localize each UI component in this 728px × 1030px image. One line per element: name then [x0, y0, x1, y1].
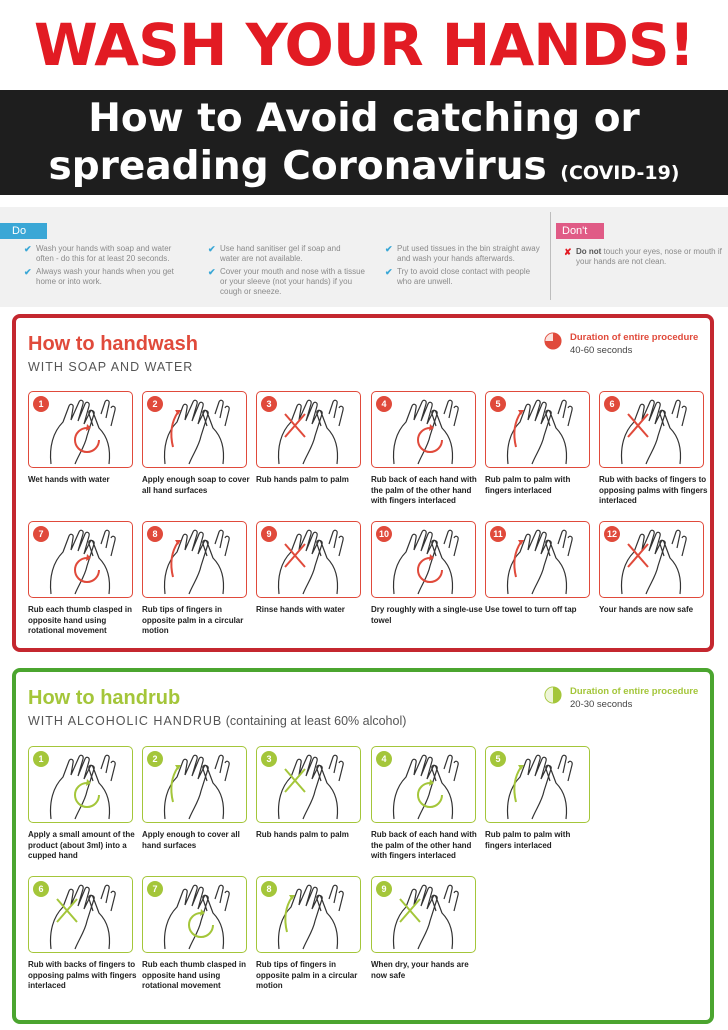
step-caption: Rub each thumb clasped in opposite hand using rotational movement — [142, 960, 247, 990]
handwash-step-1 — [28, 391, 133, 486]
handrub-step-5 — [485, 746, 590, 851]
dont-item — [564, 247, 726, 267]
do-item-text: Put used tissues in the bin straight away and wash your hands afterwards. — [397, 244, 540, 263]
step-number: 11 — [490, 526, 506, 542]
handwash-title: How to handwash — [28, 333, 198, 355]
step-number: 3 — [261, 396, 277, 412]
handwash-subtitle: WITH SOAP AND WATER — [28, 360, 194, 374]
step-illustration — [371, 391, 476, 468]
handrub-subtitle-note: (containing at least 60% alcohol) — [222, 714, 407, 728]
step-number: 5 — [490, 751, 506, 767]
step-illustration — [256, 391, 361, 468]
do-item-text: Wash your hands with soap and water often - do this for at least 20 seconds. — [36, 244, 172, 263]
subtitle-banner — [0, 90, 728, 195]
cross-icon: ✘ — [564, 247, 572, 257]
step-illustration — [256, 521, 361, 598]
step-illustration — [599, 521, 704, 598]
step-illustration — [28, 876, 133, 953]
step-illustration — [371, 521, 476, 598]
step-illustration — [28, 391, 133, 468]
step-number: 4 — [376, 751, 392, 767]
handrub-step-6 — [28, 876, 137, 992]
do-item — [24, 244, 186, 264]
step-caption: Rinse hands with water — [256, 605, 345, 614]
do-item — [208, 244, 360, 264]
step-number: 6 — [604, 396, 620, 412]
handrub-title: How to handrub — [28, 687, 181, 709]
dont-strong: Do not — [576, 247, 602, 256]
step-number: 5 — [490, 396, 506, 412]
step-number: 9 — [261, 526, 277, 542]
covid-tag: (COVID-19) — [560, 162, 680, 184]
step-number: 6 — [33, 881, 49, 897]
handwash-panel — [12, 314, 714, 652]
handwash-step-11 — [485, 521, 590, 616]
handrub-step-3 — [256, 746, 361, 841]
dont-tab: Don't — [556, 223, 604, 239]
handrub-step-8 — [256, 876, 361, 992]
step-number: 2 — [147, 396, 163, 412]
handrub-subtitle — [28, 714, 406, 728]
duration-value: 20-30 seconds — [570, 699, 633, 710]
step-number: 2 — [147, 751, 163, 767]
step-illustration — [256, 746, 361, 823]
step-number: 10 — [376, 526, 392, 542]
step-illustration — [599, 391, 704, 468]
handrub-step-2 — [142, 746, 247, 851]
handwash-step-6 — [599, 391, 708, 507]
step-caption: Rub hands palm to palm — [256, 830, 349, 839]
guidance-strip — [0, 207, 728, 307]
step-illustration — [142, 746, 247, 823]
subtitle-line-1: How to Avoid catching or — [88, 96, 640, 141]
step-illustration — [256, 876, 361, 953]
step-illustration — [371, 746, 476, 823]
step-illustration — [142, 876, 247, 953]
step-number: 7 — [147, 881, 163, 897]
step-caption: Rub with backs of fingers to opposing palms with fingers interlaced — [28, 960, 137, 990]
step-caption: When dry, your hands are now safe — [371, 960, 469, 980]
step-caption: Wet hands with water — [28, 475, 110, 484]
main-title: WASH YOUR HANDS! — [33, 11, 695, 79]
step-caption: Rub tips of fingers in opposite palm in a circular motion — [256, 960, 358, 990]
handwash-step-7 — [28, 521, 133, 637]
do-item-text: Always wash your hands when you get home or into work. — [36, 267, 174, 286]
duration-value: 40-60 seconds — [570, 345, 633, 356]
check-icon: ✔ — [208, 244, 216, 254]
step-illustration — [485, 521, 590, 598]
do-item — [24, 267, 186, 287]
handrub-step-4 — [371, 746, 476, 862]
step-number: 7 — [33, 526, 49, 542]
check-icon: ✔ — [24, 267, 32, 277]
step-number: 8 — [147, 526, 163, 542]
step-number: 12 — [604, 526, 620, 542]
step-caption: Rub back of each hand with the palm of the other hand with fingers interlaced — [371, 475, 477, 505]
handwash-step-9 — [256, 521, 361, 616]
step-illustration — [485, 746, 590, 823]
duration-label: Duration of entire procedure — [570, 332, 699, 343]
step-illustration — [485, 391, 590, 468]
handrub-step-7 — [142, 876, 247, 992]
step-number: 3 — [261, 751, 277, 767]
subtitle-line-2 — [0, 143, 728, 197]
do-item — [208, 267, 365, 297]
check-icon: ✔ — [208, 267, 216, 277]
do-item-text: Try to avoid close contact with people who are unwell. — [397, 267, 531, 286]
step-caption: Rub each thumb clasped in opposite hand using rotational movement — [28, 605, 133, 635]
step-caption: Dry roughly with a single-use towel — [371, 605, 483, 625]
step-caption: Rub palm to palm with fingers interlaced — [485, 475, 571, 495]
handrub-step-1 — [28, 746, 133, 862]
timer-icon — [544, 332, 562, 350]
step-illustration — [28, 746, 133, 823]
step-caption: Apply enough to cover all hand surfaces — [142, 830, 240, 850]
step-caption: Apply a small amount of the product (about 3ml) into a cupped hand — [28, 830, 135, 860]
handwash-step-5 — [485, 391, 590, 496]
do-tab: Do — [0, 223, 47, 239]
handwash-step-4 — [371, 391, 476, 507]
step-caption: Rub back of each hand with the palm of the other hand with fingers interlaced — [371, 830, 477, 860]
handrub-subtitle-main: WITH ALCOHOLIC HANDRUB — [28, 714, 223, 728]
step-caption: Rub tips of fingers in opposite palm in a circular motion — [142, 605, 244, 635]
handwash-step-2 — [142, 391, 250, 496]
do-item-text: Cover your mouth and nose with a tissue or your sleeve (not your hands) if you cough or sneeze. — [220, 267, 365, 296]
step-illustration — [142, 521, 247, 598]
do-item — [385, 244, 542, 264]
step-number: 1 — [33, 751, 49, 767]
handwash-step-12 — [599, 521, 704, 616]
step-caption: Use towel to turn off tap — [485, 605, 577, 614]
subtitle-line-2-text: spreading Coronavirus — [48, 144, 547, 189]
step-caption: Apply enough soap to cover all hand surfaces — [142, 475, 250, 495]
step-number: 8 — [261, 881, 277, 897]
step-caption: Rub palm to palm with fingers interlaced — [485, 830, 571, 850]
step-number: 1 — [33, 396, 49, 412]
dont-item-text: touch your eyes, nose or mouth if your hands are not clean. — [576, 247, 722, 266]
step-illustration — [371, 876, 476, 953]
handrub-step-9 — [371, 876, 476, 981]
step-caption: Rub hands palm to palm — [256, 475, 349, 484]
check-icon: ✔ — [385, 244, 393, 254]
check-icon: ✔ — [24, 244, 32, 254]
duration-label: Duration of entire procedure — [570, 686, 699, 697]
handrub-panel — [12, 668, 714, 1024]
divider — [550, 212, 551, 300]
step-illustration — [28, 521, 133, 598]
step-number: 9 — [376, 881, 392, 897]
check-icon: ✔ — [385, 267, 393, 277]
handwash-step-8 — [142, 521, 247, 637]
do-item-text: Use hand sanitiser gel if soap and water are not available. — [220, 244, 341, 263]
do-item — [385, 267, 542, 287]
step-illustration — [142, 391, 247, 468]
handwash-step-10 — [371, 521, 483, 626]
step-caption: Rub with backs of fingers to opposing palms with fingers interlaced — [599, 475, 708, 505]
step-number: 4 — [376, 396, 392, 412]
step-caption: Your hands are now safe — [599, 605, 694, 614]
timer-icon — [544, 686, 562, 704]
handwash-step-3 — [256, 391, 361, 486]
